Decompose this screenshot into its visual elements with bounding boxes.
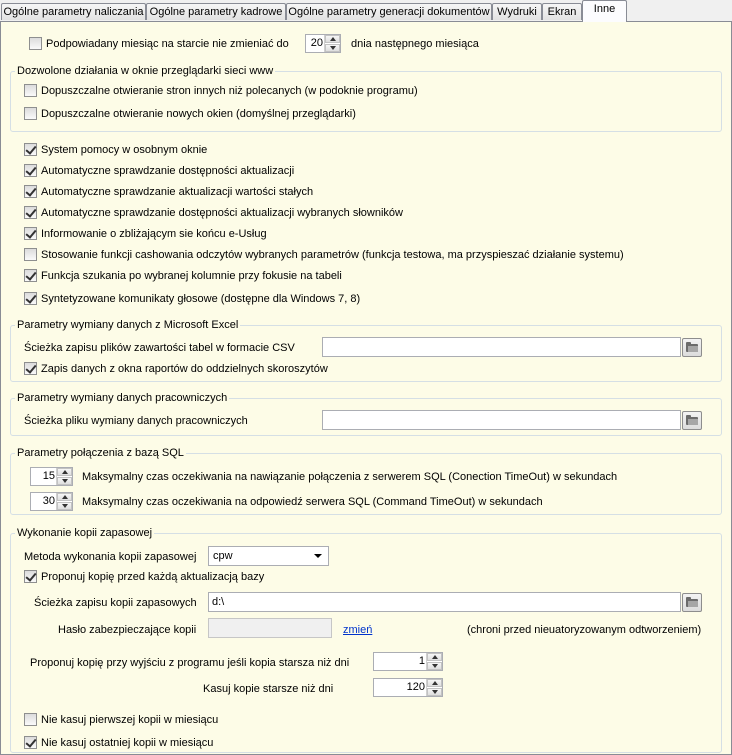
option-checkbox[interactable] bbox=[24, 227, 37, 240]
option-label: Automatyczne sprawdzanie dostępności aktualizacji bbox=[41, 165, 295, 177]
command-timeout-spinner[interactable] bbox=[30, 492, 73, 511]
backup-propose-label: Proponuj kopię przed każdą aktualizacją bazy bbox=[41, 571, 265, 583]
backup-delete-spinner[interactable] bbox=[373, 678, 443, 697]
tab-inne[interactable]: Inne bbox=[582, 0, 627, 22]
excel-group-title: Parametry wymiany danych z Microsoft Excel bbox=[17, 319, 239, 331]
spin-up-icon[interactable] bbox=[57, 468, 72, 476]
connection-timeout-label: Maksymalny czas oczekiwania na nawiązanie połączenia z serwerem SQL (Conection TimeOut) w sekundach bbox=[82, 471, 618, 483]
spin-down-icon[interactable] bbox=[427, 662, 442, 670]
backup-propose-exit-label: Proponuj kopię przy wyjściu z programu jeśli kopia starsza niż dni bbox=[30, 657, 350, 669]
browser-group bbox=[10, 65, 722, 132]
backup-propose-exit-spinner[interactable] bbox=[373, 652, 443, 671]
tab-wydruki[interactable]: Wydruki bbox=[492, 3, 542, 20]
folder-icon bbox=[686, 417, 698, 425]
browser-group-title: Dozwolone działania w oknie przeglądarki sieci www bbox=[17, 65, 274, 77]
backup-password-label: Hasło zabezpieczające kopii bbox=[58, 624, 197, 636]
spin-down-icon[interactable] bbox=[325, 44, 340, 52]
spin-down-icon[interactable] bbox=[427, 688, 442, 696]
chevron-down-icon bbox=[314, 554, 322, 558]
backup-path-label: Ścieżka zapisu kopii zapasowych bbox=[34, 597, 197, 609]
month-day-spinner[interactable] bbox=[305, 34, 341, 53]
spin-up-icon[interactable] bbox=[427, 679, 442, 687]
tab-strip bbox=[0, 0, 732, 22]
browser-option-checkbox[interactable] bbox=[24, 84, 37, 97]
folder-icon bbox=[686, 344, 698, 352]
month-label: Podpowiadany miesiąc na starcie nie zmieniać do bbox=[46, 38, 289, 50]
tab-ekran[interactable]: Ekran bbox=[542, 3, 582, 20]
option-checkbox[interactable] bbox=[24, 206, 37, 219]
excel-checkbox-label: Zapis danych z okna raportów do oddzielnych skoroszytów bbox=[41, 363, 328, 375]
keep-first-checkbox[interactable] bbox=[24, 713, 37, 726]
sql-group-title: Parametry połączenia z bazą SQL bbox=[17, 447, 184, 459]
spin-up-icon[interactable] bbox=[427, 653, 442, 661]
staff-group-title: Parametry wymiany danych pracowniczych bbox=[17, 392, 228, 404]
month-after-label: dnia następnego miesiąca bbox=[351, 38, 479, 50]
excel-path-input[interactable] bbox=[322, 337, 681, 357]
folder-icon bbox=[686, 599, 698, 607]
option-label: Automatyczne sprawdzanie dostępności aktualizacji wybranych słowników bbox=[41, 207, 403, 219]
option-checkbox[interactable] bbox=[24, 292, 37, 305]
excel-path-label: Ścieżka zapisu plików zawartości tabel w formacie CSV bbox=[24, 342, 295, 354]
browser-option-checkbox[interactable] bbox=[24, 107, 37, 120]
month-checkbox[interactable] bbox=[29, 37, 42, 50]
backup-path-input[interactable]: d:\ bbox=[208, 592, 681, 612]
tab-ogolne-parametry-naliczania[interactable]: Ogólne parametry naliczania bbox=[1, 3, 146, 20]
spin-down-icon[interactable] bbox=[57, 502, 72, 510]
staff-path-label: Ścieżka pliku wymiany danych pracowniczych bbox=[24, 415, 248, 427]
backup-method-value: cpw bbox=[213, 550, 233, 562]
backup-password-note: (chroni przed nieuatoryzowanym odtworzeniem) bbox=[467, 624, 702, 636]
option-checkbox[interactable] bbox=[24, 164, 37, 177]
spin-up-icon[interactable] bbox=[325, 35, 340, 43]
excel-browse-button[interactable] bbox=[682, 338, 702, 357]
backup-propose-checkbox[interactable] bbox=[24, 570, 37, 583]
option-checkbox[interactable] bbox=[24, 143, 37, 156]
staff-path-input[interactable] bbox=[322, 410, 681, 430]
backup-group-title: Wykonanie kopii zapasowej bbox=[17, 527, 153, 539]
browser-option-label: Dopuszczalne otwieranie nowych okien (domyślnej przeglądarki) bbox=[41, 108, 356, 120]
backup-delete-value: 120 bbox=[406, 681, 425, 693]
tab-ogolne-parametry-generacji-dokumentow[interactable]: Ogólne parametry generacji dokumentów bbox=[286, 3, 492, 20]
backup-browse-button[interactable] bbox=[682, 593, 702, 612]
backup-method-label: Metoda wykonania kopii zapasowej bbox=[24, 551, 197, 563]
month-day-value: 20 bbox=[310, 37, 323, 49]
spin-up-icon[interactable] bbox=[57, 493, 72, 501]
browser-option-label: Dopuszczalne otwieranie stron innych niż polecanych (w podoknie programu) bbox=[41, 85, 418, 97]
option-label: System pomocy w osobnym oknie bbox=[41, 144, 208, 156]
tab-ogolne-parametry-kadrowe[interactable]: Ogólne parametry kadrowe bbox=[146, 3, 286, 20]
backup-password-input bbox=[208, 618, 332, 638]
command-timeout-label: Maksymalny czas oczekiwania na odpowiedź serwera SQL (Command TimeOut) w sekundach bbox=[82, 496, 543, 508]
option-label: Syntetyzowane komunikaty głosowe (dostępne dla Windows 7, 8) bbox=[41, 293, 361, 305]
spin-down-icon[interactable] bbox=[57, 477, 72, 485]
staff-browse-button[interactable] bbox=[682, 411, 702, 430]
option-label: Funkcja szukania po wybranej kolumnie przy fokusie na tabeli bbox=[41, 270, 342, 282]
connection-timeout-spinner[interactable] bbox=[30, 467, 73, 486]
option-checkbox[interactable] bbox=[24, 269, 37, 282]
backup-method-select[interactable] bbox=[208, 546, 329, 566]
option-label: Automatyczne sprawdzanie aktualizacji wartości stałych bbox=[41, 186, 314, 198]
option-label: Informowanie o zbliżającym sie końcu e-Usług bbox=[41, 228, 267, 240]
option-checkbox[interactable] bbox=[24, 185, 37, 198]
change-password-link[interactable]: zmień bbox=[343, 624, 373, 636]
command-timeout-value: 30 bbox=[42, 495, 55, 507]
backup-delete-label: Kasuj kopie starsze niż dni bbox=[203, 683, 334, 695]
backup-propose-exit-value: 1 bbox=[418, 655, 425, 667]
keep-last-checkbox[interactable] bbox=[24, 736, 37, 749]
option-checkbox[interactable] bbox=[24, 248, 37, 261]
connection-timeout-value: 15 bbox=[42, 470, 55, 482]
keep-last-label: Nie kasuj ostatniej kopii w miesiącu bbox=[41, 737, 214, 749]
option-label: Stosowanie funkcji cashowania odczytów wybranych parametrów (funkcja testowa, ma przyspieszać działanie systemu) bbox=[41, 249, 624, 261]
keep-first-label: Nie kasuj pierwszej kopii w miesiącu bbox=[41, 714, 219, 726]
excel-checkbox[interactable] bbox=[24, 362, 37, 375]
